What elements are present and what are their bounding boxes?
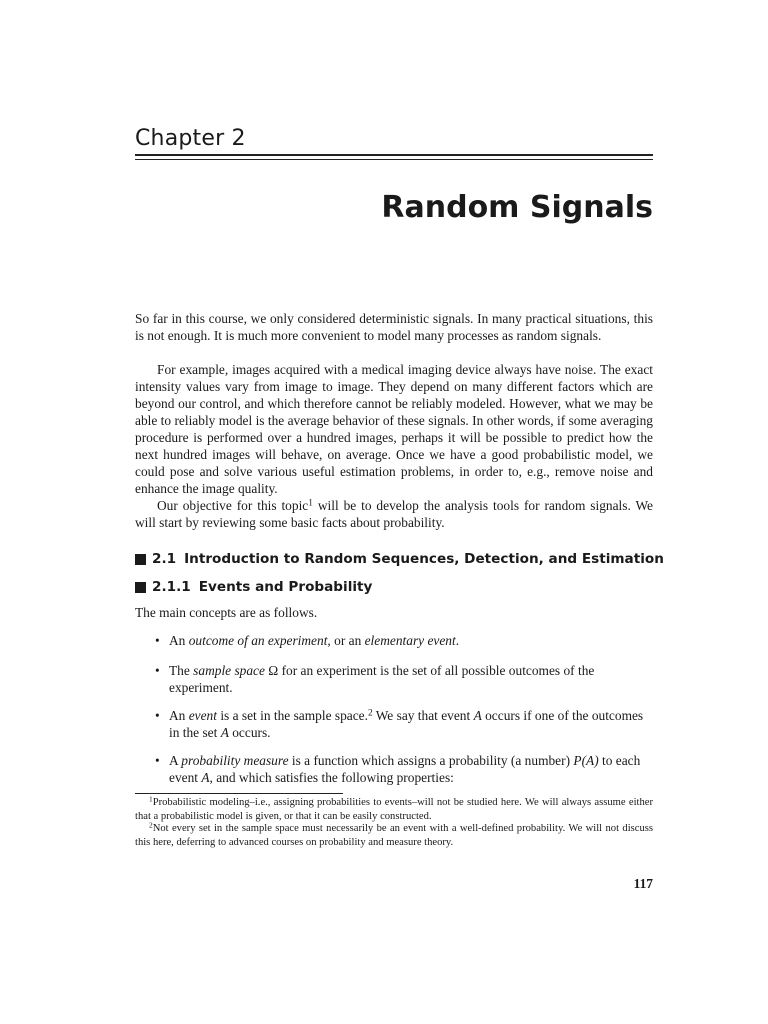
- term-elementary-event: elementary event: [364, 633, 456, 648]
- text-run: .: [455, 633, 460, 648]
- footnote-text: Not every set in the sample space must necessarily be an event with a well-defined probability. We will not discuss this here, deferring to advanced courses on probability and measure theory.: [135, 823, 653, 848]
- text-run: is a set in the sample space.: [216, 708, 368, 723]
- bullet-sample-space: [155, 662, 653, 696]
- math-var: A: [201, 770, 210, 785]
- section-title: Introduction to Random Sequences, Detection, and Estimation: [184, 551, 664, 567]
- bullet-text: [169, 662, 653, 696]
- text-run: is a function which assigns a probability (a number): [288, 753, 574, 768]
- text-run: The: [169, 663, 194, 678]
- term-sample-space: sample space: [193, 663, 265, 678]
- chapter-rule-thick: [135, 154, 653, 156]
- section-number: 2.1: [152, 551, 177, 567]
- math-var: A: [473, 708, 482, 723]
- bullet-dot-icon: •: [155, 663, 160, 678]
- subsection-heading-2-1-1: [135, 579, 372, 595]
- text-run: , or an: [327, 633, 365, 648]
- section-heading-2-1: [135, 551, 664, 567]
- bullet-text: [169, 632, 653, 649]
- term-probability-measure: probability measure: [181, 753, 289, 768]
- footnote-2: [135, 822, 653, 850]
- math-expression: P(A): [573, 753, 599, 768]
- subsection-number: 2.1.1: [152, 579, 191, 595]
- chapter-title: Random Signals: [381, 190, 653, 225]
- objective-text-b: will be to develop the analysis tools for random signals. We will start by reviewing some basic facts about probability.: [135, 498, 653, 530]
- subsection-title: Events and Probability: [198, 579, 373, 595]
- subsection-square-icon: [135, 582, 146, 593]
- bullet-probability-measure: [155, 752, 653, 786]
- bullet-event: [155, 707, 653, 741]
- footnote-ref-1: 1: [308, 498, 313, 509]
- footnote-1: [135, 796, 653, 824]
- term-event: event: [188, 708, 217, 723]
- text-run: We say that event: [372, 708, 474, 723]
- bullet-text: [169, 707, 653, 741]
- page-number: 117: [633, 876, 653, 891]
- paragraph-objective: [135, 497, 653, 531]
- bullet-dot-icon: •: [155, 633, 160, 648]
- bullet-outcome: [155, 632, 653, 649]
- text-run: , and which satisfies the following properties:: [209, 770, 454, 785]
- text-run: An: [169, 708, 189, 723]
- text-run: Ω for an experiment is the set of all possible outcomes of the experiment.: [169, 663, 595, 695]
- bullet-text: [169, 752, 653, 786]
- text-run: occurs if one of the outcomes in the set: [169, 708, 644, 740]
- footnote-rule: [135, 793, 343, 794]
- text-run: A: [169, 753, 182, 768]
- footnote-mark: 1: [149, 794, 153, 804]
- text-run: to each event: [169, 753, 641, 785]
- bullet-dot-icon: •: [155, 753, 160, 768]
- chapter-rule-thin: [135, 159, 653, 160]
- section-square-icon: [135, 554, 146, 565]
- footnote-mark: 2: [149, 820, 153, 830]
- paragraph-example: For example, images acquired with a medical imaging device always have noise. The exact intensity values vary from image to image. They depend on many different factors which are beyond our control, and which therefore cannot be reliably modeled. However, what we may be able to reliably model is the average behavior of these signals. In other words, if some averaging procedure is performed over a hundred images, perhaps it will be possible to predict how the next hundred images will behave, on average. Once we have a good probabilistic model, we could pose and solve various useful estimation problems, in order to, e.g., remove noise and enhance the image quality.: [135, 362, 653, 496]
- bullet-dot-icon: •: [155, 708, 160, 723]
- chapter-label: Chapter 2: [135, 126, 246, 151]
- objective-text-a: Our objective for this topic: [157, 498, 309, 513]
- math-var: A: [220, 725, 229, 740]
- paragraph-intro: So far in this course, we only considered deterministic signals. In many practical situations, this is not enough. It is much more convenient to model many processes as random signals.: [135, 311, 653, 343]
- text-run: An: [169, 633, 189, 648]
- concepts-intro: The main concepts are as follows.: [135, 605, 318, 620]
- footnote-text: Probabilistic modeling–i.e., assigning probabilities to events–will not be studied here. We will always assume either that a probabilistic model is given, or that it can be easily constructed.: [135, 797, 653, 822]
- footnote-ref-2: 2: [367, 708, 373, 719]
- term-outcome: outcome of an experiment: [188, 633, 328, 648]
- text-run: occurs.: [228, 725, 271, 740]
